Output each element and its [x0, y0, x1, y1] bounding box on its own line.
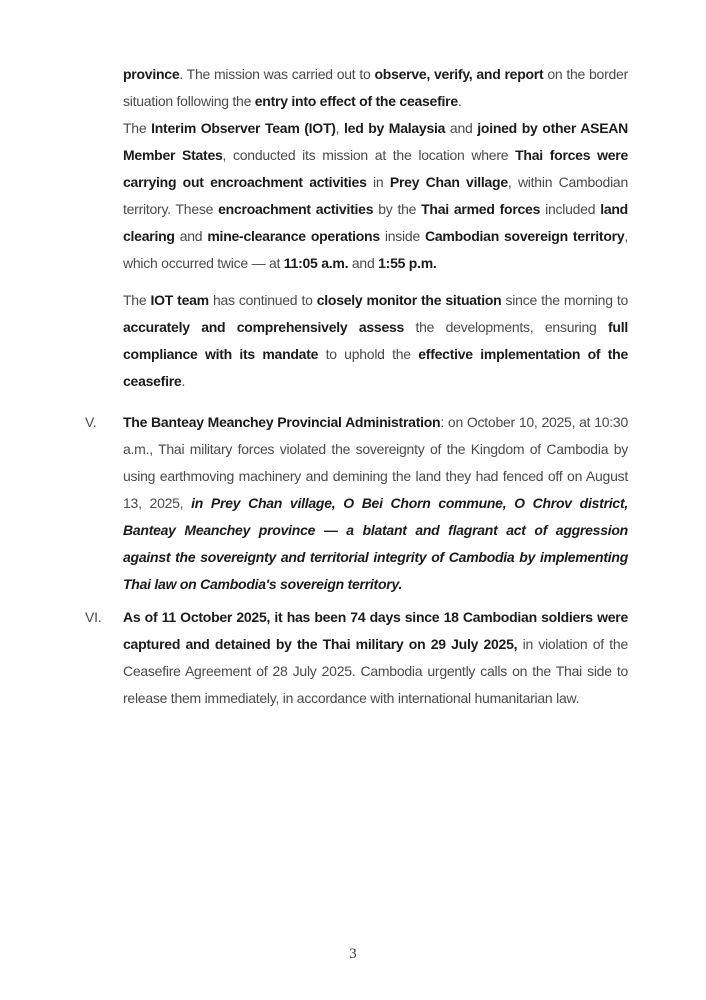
text-run: 11:05 a.m. [283, 255, 349, 271]
text-run: effective implementation of the ceasefire [123, 346, 628, 389]
list-marker-vi: VI. [85, 609, 102, 625]
text-run: has continued to [208, 292, 317, 308]
text-run: encroachment activities [218, 201, 374, 217]
body-text [85, 61, 628, 712]
text-run: Thai armed forces [421, 201, 541, 217]
text-run: province [123, 66, 180, 82]
text-run: Prey Chan village [389, 174, 508, 190]
text-run: , within Cambodian territory. These [123, 174, 629, 217]
text-run: The [123, 120, 152, 136]
text-run: . [457, 93, 462, 109]
text-run: and [348, 255, 379, 271]
text-run: Thai forces were carrying out encroachment activities [123, 147, 628, 190]
text-run: The [123, 292, 151, 308]
text-run: the developments, ensuring [404, 319, 609, 335]
paragraph-captured-soldiers [123, 604, 628, 712]
text-run: land clearing [123, 201, 628, 244]
text-run: in violation of the Ceasefire Agreement of 28 July 2025. Cambodia urgently calls on the Thai side to release them immediately, in accordance with international humanitarian law. [123, 636, 628, 706]
text-run: inside [379, 228, 426, 244]
text-run: by the [373, 201, 422, 217]
list-marker-v: V. [85, 414, 97, 430]
text-run: IOT team [150, 292, 209, 308]
text-run: in [366, 174, 390, 190]
list-item-v [85, 409, 628, 598]
text-run: The Banteay Meanchey Provincial Administration [123, 414, 441, 430]
paragraph-banteay-meanchey [123, 409, 628, 598]
text-run: included [540, 201, 601, 217]
text-run: full compliance with its mandate [123, 319, 629, 362]
text-run: . The mission was carried out to [179, 66, 375, 82]
text-run: and [174, 228, 208, 244]
text-run: As of 11 October 2025, it has been 74 days since 18 Cambodian soldiers were captured and detained by the Thai military on 29 July 2025, [123, 609, 628, 652]
text-run: since the morning to [501, 292, 629, 308]
paragraph-iot-monitoring [123, 287, 628, 395]
paragraph-iot-mission [123, 115, 628, 277]
text-run: : on October 10, 2025, at 10:30 a.m., Thai military forces violated the sovereignty of the Kingdom of Cambodia by using earthmoving machinery and demining the land they had fenced off on August 13, 2025, [123, 414, 628, 511]
text-run: led by Malaysia [344, 120, 446, 136]
text-run: and [445, 120, 478, 136]
text-run: on the border situation following the [123, 66, 628, 109]
text-run: to uphold the [318, 346, 419, 362]
text-run: , [335, 120, 345, 136]
text-run: 1:55 p.m. [378, 255, 437, 271]
list-item-vi [85, 604, 628, 712]
text-run: . [181, 373, 186, 389]
text-run: accurately and comprehensively assess [123, 319, 405, 335]
page-number: 3 [349, 946, 357, 962]
text-run: closely monitor the situation [316, 292, 502, 308]
text-run: in Prey Chan village, O Bei Chorn commune, O Chrov district, Banteay Meanchey province — a blatant and flagrant act of aggression against the sovereignty and territorial integrity of Cambodia by implementing Thai law on Cambodia's sovereign territory. [123, 495, 628, 592]
text-run: entry into effect of the ceasefire [254, 93, 458, 109]
text-run: observe, verify, and report [374, 66, 544, 82]
text-run: Interim Observer Team (IOT) [151, 120, 336, 136]
text-run: mine-clearance operations [207, 228, 380, 244]
text-run: , which occurred twice — at [123, 228, 628, 271]
text-run: , conducted its mission at the location where [222, 147, 516, 163]
text-run: joined by other ASEAN Member States [123, 120, 629, 163]
paragraph-mission-purpose [123, 61, 628, 115]
text-run: Cambodian sovereign territory [425, 228, 625, 244]
